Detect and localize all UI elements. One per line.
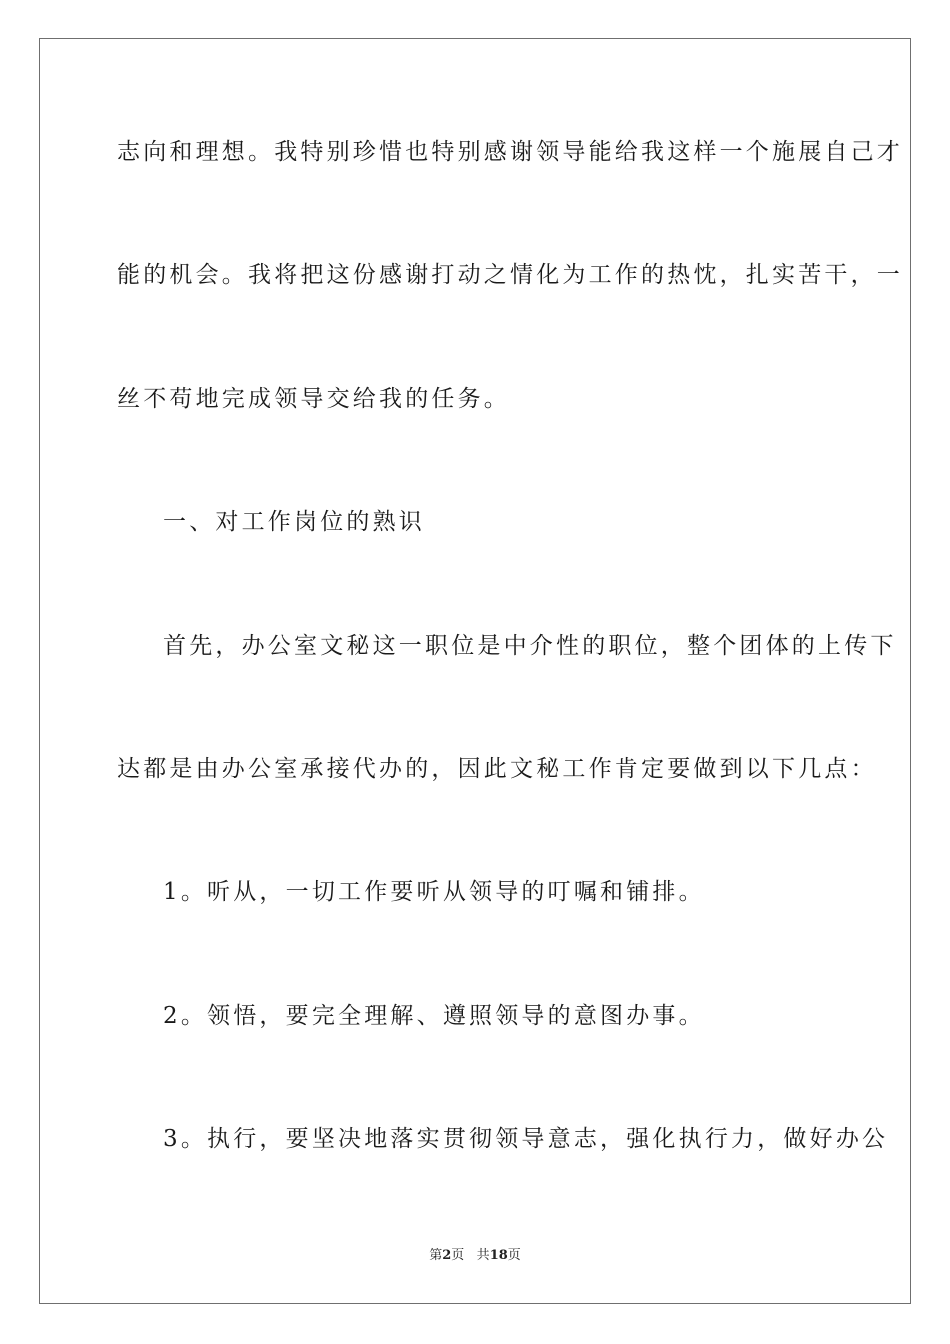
footer-page-prefix: 第	[429, 1248, 443, 1263]
footer-total-pages: 18	[489, 1248, 508, 1263]
body-text-line: 丝不苟地完成领导交给我的任务。	[117, 386, 510, 412]
body-text-line: 志向和理想。我特别珍惜也特别感谢领导能给我这样一个施展自己才	[117, 139, 903, 165]
list-item: 2。领悟，要完全理解、遵照领导的意图办事。	[163, 1003, 705, 1029]
page-border	[39, 38, 911, 1304]
footer-total-prefix: 共	[476, 1248, 490, 1263]
list-item: 1。听从，一切工作要听从领导的叮嘱和铺排。	[163, 879, 705, 905]
footer-page-suffix: 页	[451, 1248, 465, 1263]
footer-total-suffix: 页	[507, 1248, 521, 1263]
footer-page-number: 2	[442, 1248, 452, 1263]
body-text-line: 能的机会。我将把这份感谢打动之情化为工作的热忱，扎实苦干，一	[117, 262, 903, 288]
body-text-line: 首先，办公室文秘这一职位是中介性的职位，整个团体的上传下	[163, 633, 897, 659]
section-heading: 一、对工作岗位的熟识	[163, 509, 425, 535]
body-text-line: 达都是由办公室承接代办的，因此文秘工作肯定要做到以下几点：	[117, 756, 877, 782]
list-item: 3。执行，要坚决地落实贯彻领导意志，强化执行力，做好办公	[163, 1126, 889, 1152]
page-footer	[0, 1247, 950, 1265]
